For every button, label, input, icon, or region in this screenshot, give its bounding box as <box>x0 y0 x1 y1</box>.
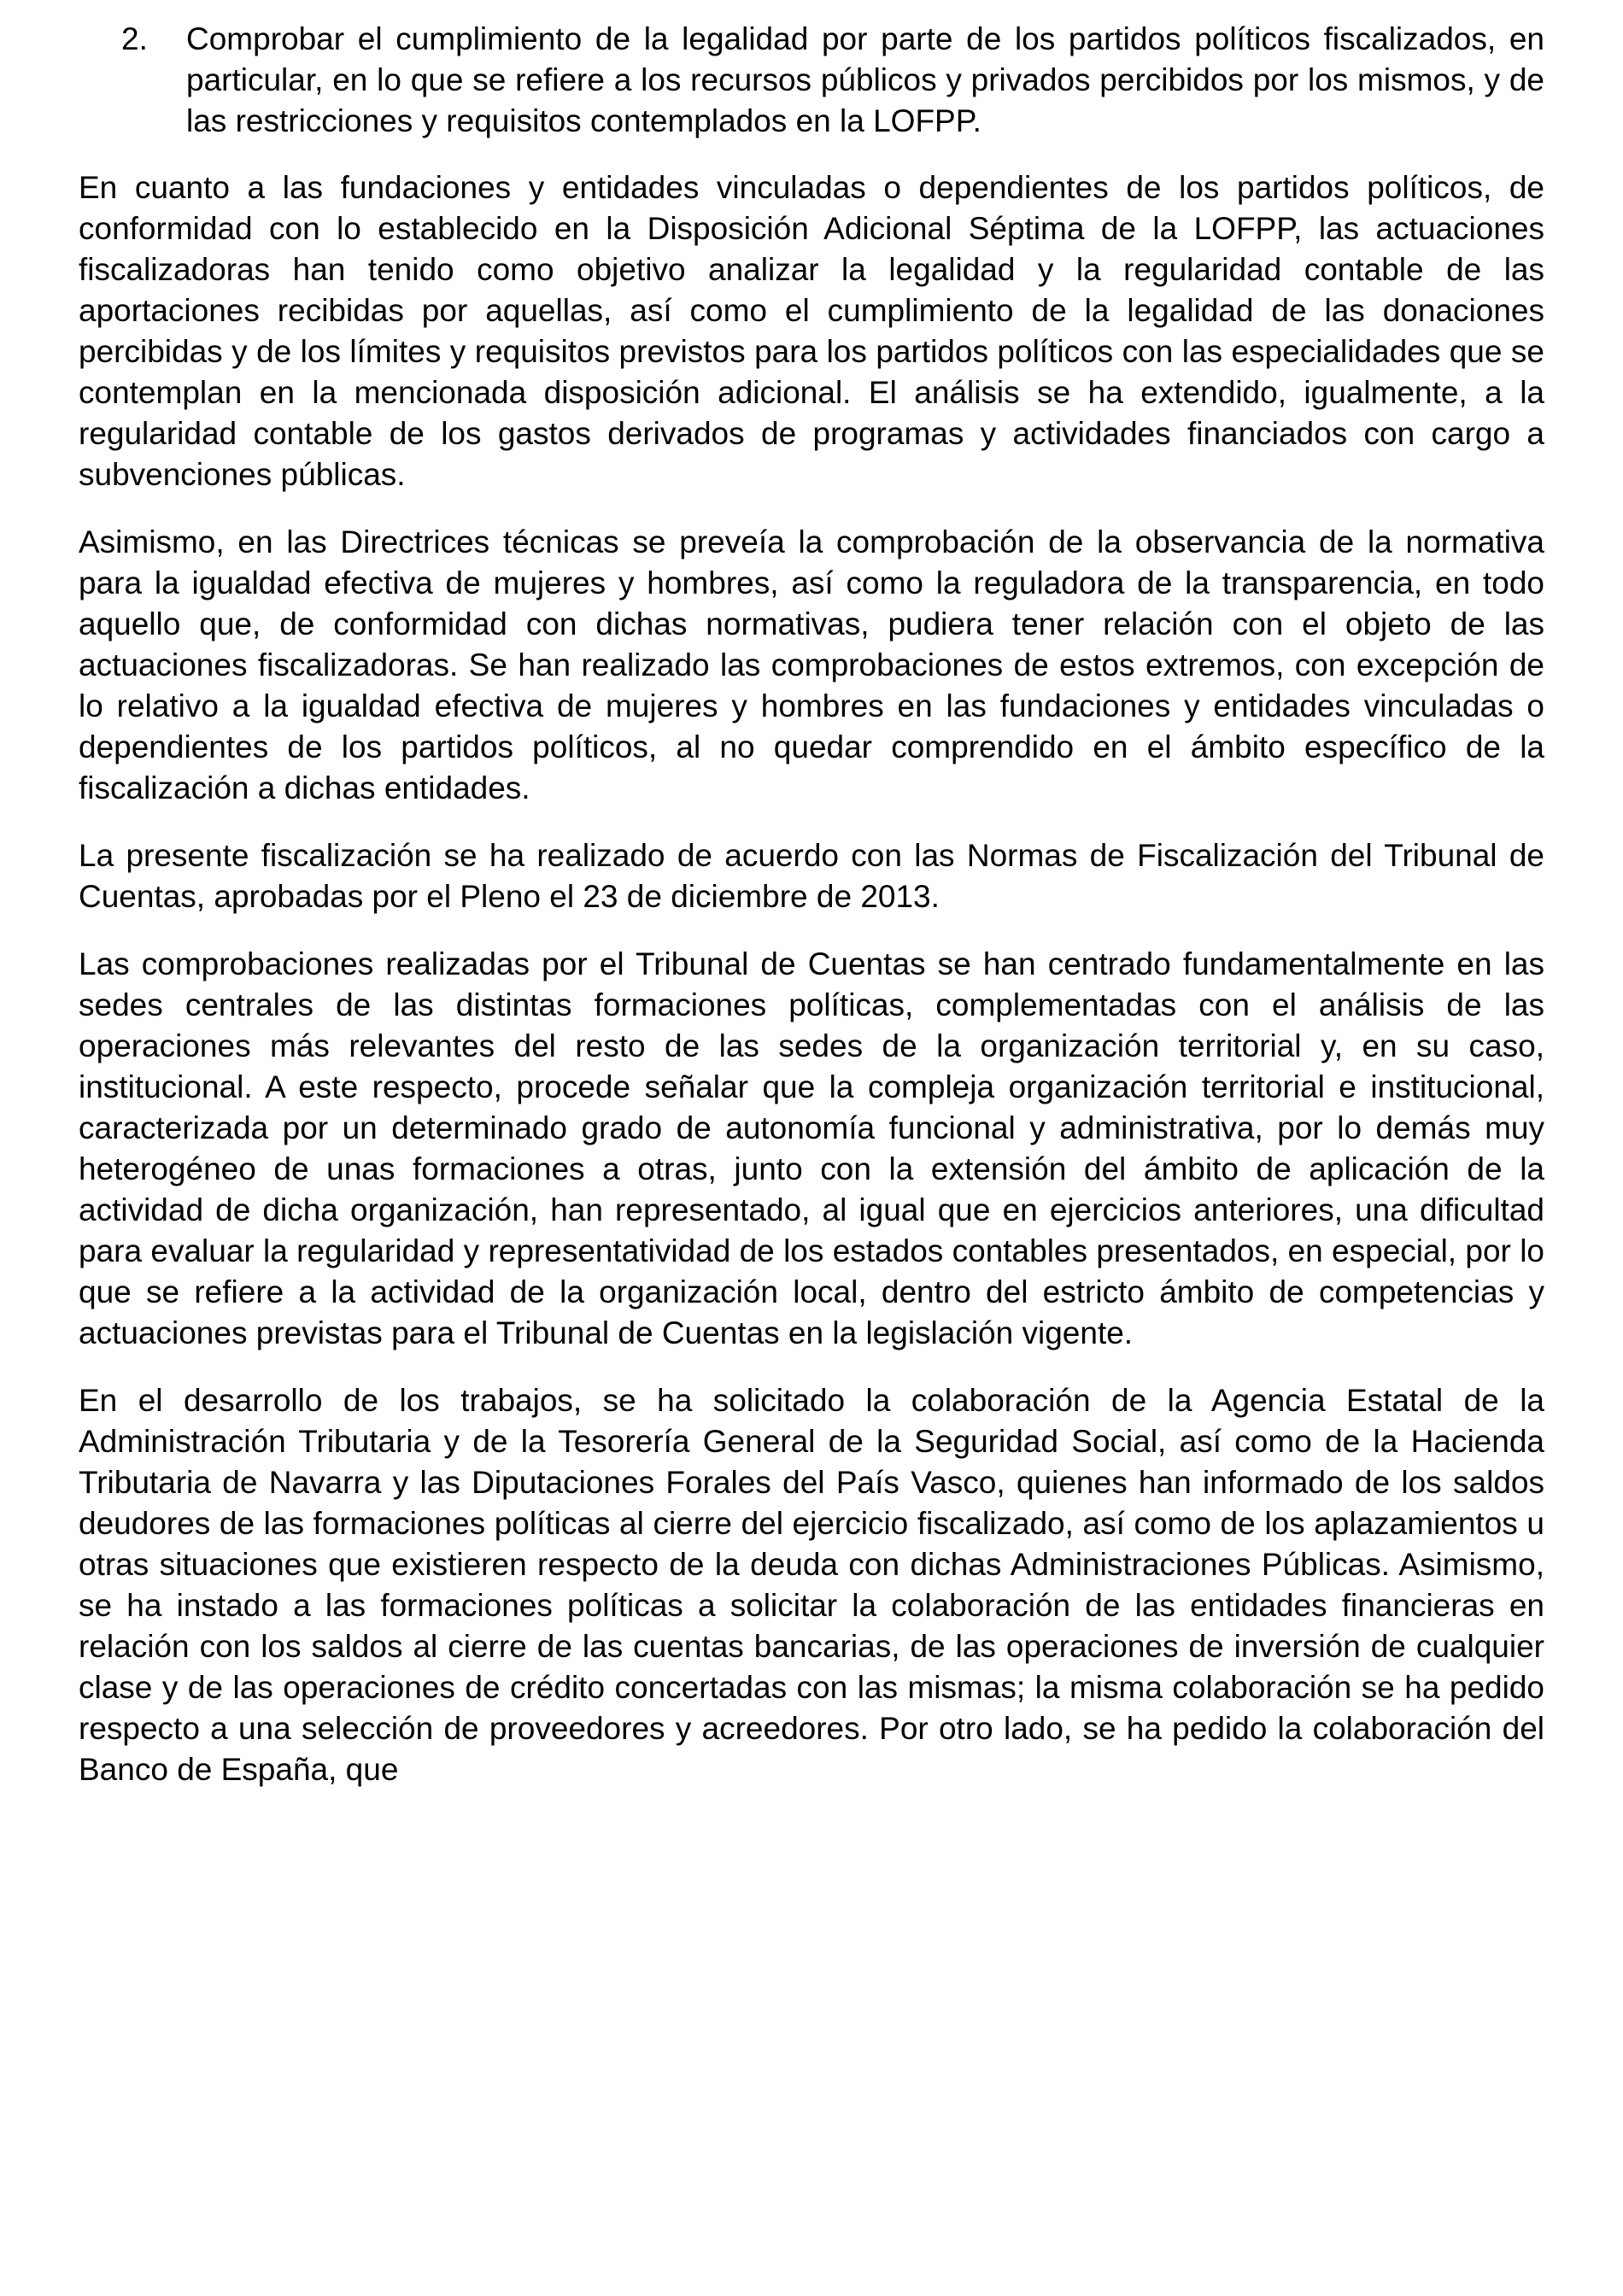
list-item <box>79 19 1544 142</box>
paragraph-directrices: Asimismo, en las Directrices técnicas se preveía la comprobación de la observancia de la normativa para la igualdad efectiva de mujeres y hombres, así como la reguladora de la transparencia, en todo aquello que, de conformidad con dichas normativas, pudiera tener relación con el objeto de las actuaciones fiscalizadoras. Se han realizado las comprobaciones de estos extremos, con excepción de lo relativo a la igualdad efectiva de mujeres y hombres en las fundaciones y entidades vinculadas o dependientes de los partidos políticos, al no quedar comprendido en el ámbito específico de la fiscalización a dichas entidades. <box>79 524 1544 805</box>
paragraph-colaboracion: En el desarrollo de los trabajos, se ha solicitado la colaboración de la Agencia Estatal de la Administración Tributaria y de la Tesorería General de la Seguridad Social, así como de la Hacienda Tributaria de Navarra y las Diputaciones Forales del País Vasco, quienes han informado de los saldos deudores de las formaciones políticas al cierre del ejercicio fiscalizado, así como de los aplazamientos u otras situaciones que existieren respecto de la deuda con dichas Administraciones Públicas. Asimismo, se ha instado a las formaciones políticas a solicitar la colaboración de las entidades financieras en relación con los saldos al cierre de las cuentas bancarias, de las operaciones de inversión de cualquier clase y de las operaciones de crédito concertadas con las mismas; la misma colaboración se ha pedido respecto a una selección de proveedores y acreedores. Por otro lado, se ha pedido la colaboración del Banco de España, que <box>79 1383 1544 1787</box>
document-body <box>79 19 1544 1817</box>
paragraph-comprobaciones: Las comprobaciones realizadas por el Tribunal de Cuentas se han centrado fundamentalmente en las sedes centrales de las distintas formaciones políticas, complementadas con el análisis de las operaciones más relevantes del resto de las sedes de la organización territorial y, en su caso, institucional. A este respecto, procede señalar que la compleja organización territorial e institucional, caracterizada por un determinado grado de autonomía funcional y administrativa, por lo demás muy heterogéneo de unas formaciones a otras, junto con la extensión del ámbito de aplicación de la actividad de dicha organización, han representado, al igual que en ejercicios anteriores, una dificultad para evaluar la regularidad y representatividad de los estados contables presentados, en especial, por lo que se refiere a la actividad de la organización local, dentro del estricto ámbito de competencias y actuaciones previstas para el Tribunal de Cuentas en la legislación vigente. <box>79 946 1544 1350</box>
paragraph-normas: La presente fiscalización se ha realizado de acuerdo con las Normas de Fiscalización del Tribunal de Cuentas, aprobadas por el Pleno el 23 de diciembre de 2013. <box>79 838 1544 914</box>
list-item-text: Comprobar el cumplimiento de la legalidad por parte de los partidos políticos fiscalizados, en particular, en lo que se refiere a los recursos públicos y privados percibidos por los mismos, y de las restricciones y requisitos contemplados en la LOFPP. <box>186 21 1544 138</box>
list-item-number: 2. <box>121 21 148 56</box>
paragraph-fundaciones: En cuanto a las fundaciones y entidades vinculadas o dependientes de los partidos políticos, de conformidad con lo establecido en la Disposición Adicional Séptima de la LOFPP, las actuaciones fiscalizadoras han tenido como objetivo analizar la legalidad y la regularidad contable de las aportaciones recibidas por aquellas, así como el cumplimiento de la legalidad de las donaciones percibidas y de los límites y requisitos previstos para los partidos políticos con las especialidades que se contemplan en la mencionada disposición adicional. El análisis se ha extendido, igualmente, a la regularidad contable de los gastos derivados de programas y actividades financiados con cargo a subvenciones públicas. <box>79 170 1544 492</box>
